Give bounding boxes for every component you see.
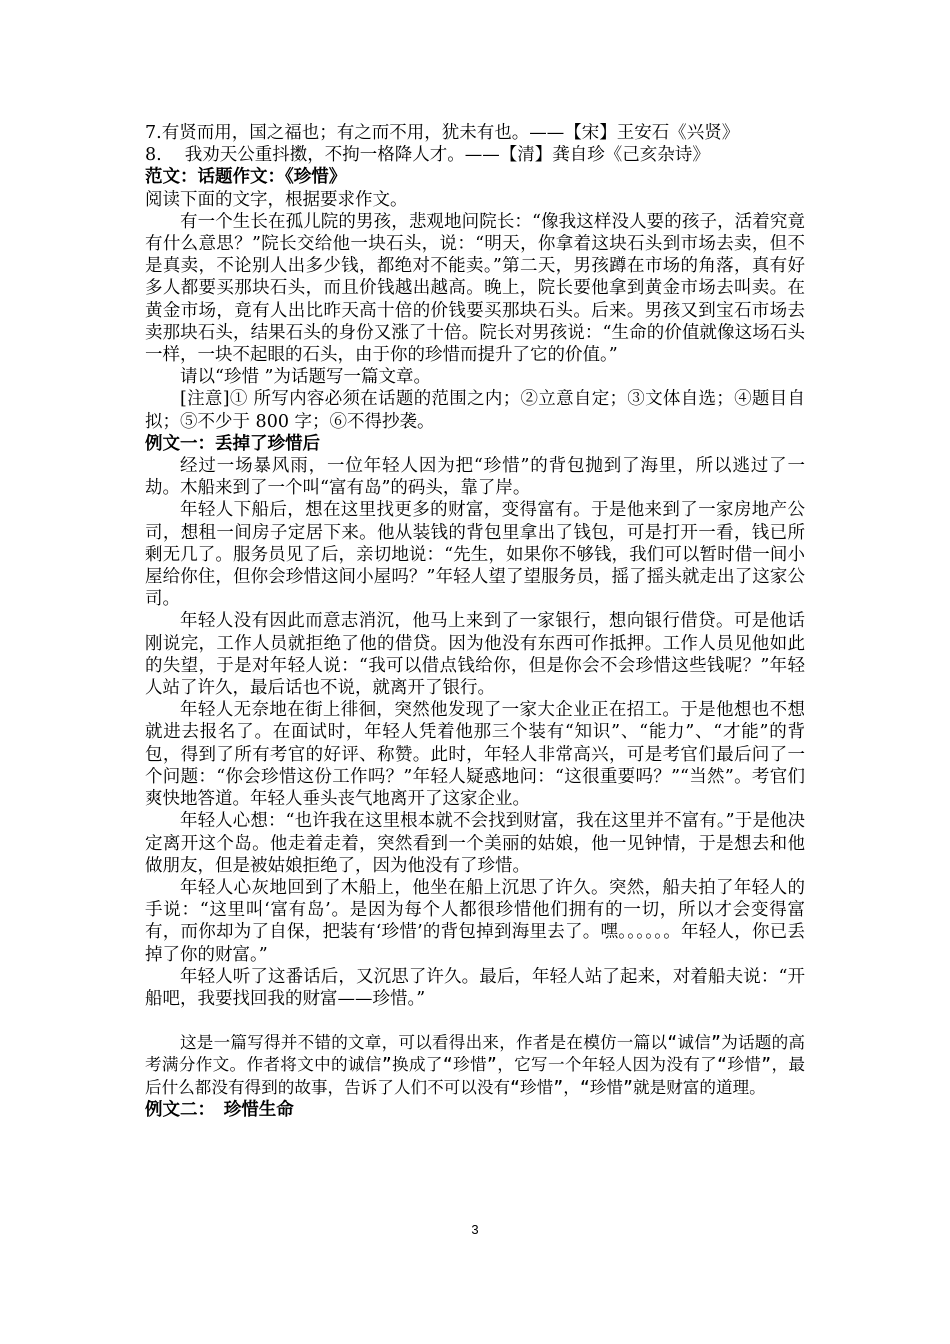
quote-7: 7.有贤而用，国之福也；有之而不用，犹未有也。——【宋】王安石《兴贤》 xyxy=(145,123,740,143)
essay1-paragraph: 年轻人心想：“也许我在这里根本就不会找到财富，我在这里并不富有。”于是他决定离开这个岛。他走着走着，突然看到一个美丽的姑娘，他一见钟情，于是想去和他做朋友，但是被姑娘拒绝了，因为他没有了珍惜。 xyxy=(145,811,805,876)
topic-story: 有一个生长在孤儿院的男孩，悲观地问院长：“像我这样没人要的孩子，活着究竟有什么意思？”院长交给他一块石头，说：“明天，你拿着这块石头到市场去卖，但不是真卖，不论别人出多少钱，都绝对不能卖。”第二天，男孩蹲在市场的角落，真有好多人都要买那块石头，而且价钱越出越高。晚上，院长要他拿到黄金市场去叫卖。在黄金市场，竟有人出比昨天高十倍的价钱要买那块石头。后来。男孩又到宝石市场去卖那块石头，结果石头的身份又涨了十倍。院长对男孩说：“生命的价值就像这场石头一样，一块不起眼的石头，由于你的珍惜而提升了它的价值。” xyxy=(145,211,805,366)
topic-prompt: 请以“珍惜 ”为话题写一篇文章。 xyxy=(180,367,431,388)
page-content xyxy=(145,122,805,1121)
topic-notes: [注意]① 所写内容必须在话题的范围之内；②立意自定；③文体自选；④题目自拟；⑤不少于 800 字；⑥不得抄袭。 xyxy=(145,389,805,432)
essay1-paragraph: 年轻人没有因此而意志消沉，他马上来到了一家银行，想向银行借贷。可是他话刚说完，工作人员就拒绝了他的借贷。因为他没有东西可作抵押。工作人员见他如此的失望，于是对年轻人说：“我可以借点钱给你，但是你会不会珍惜这些钱呢？”年轻人站了许久，最后话也不说，就离开了银行。 xyxy=(145,611,805,699)
essay1-comment: 这是一篇写得并不错的文章，可以看得出来，作者是在模仿一篇以“诚信”为话题的高考满分作文。作者将文中的诚信”换成了“珍惜”，它写一个年轻人因为没有了“珍惜”，最后什么都没有得到的故事，告诉了人们不可以没有“珍惜”，“珍惜”就是财富的道理。 xyxy=(145,1033,805,1097)
quote-8: 8. 我劝天公重抖擞，不拘一格降人才。——【清】龚自珍《己亥杂诗》 xyxy=(145,145,710,166)
spacer xyxy=(145,1010,805,1032)
essay1-paragraph: 年轻人听了这番话后，又沉思了许久。最后，年轻人站了起来，对着船夫说：“开船吧，我要找回我的财富——珍惜。” xyxy=(145,966,805,1009)
essay1-paragraph: 经过一场暴风雨，一位年轻人因为把“珍惜”的背包抛到了海里，所以逃过了一劫。木船来到了一个叫“富有岛”的码头，靠了岸。 xyxy=(145,456,805,499)
essay1-paragraph: 年轻人无奈地在街上徘徊，突然他发现了一家大企业正在招工。于是他想也不想就进去报名了。在面试时，年轻人凭着他那三个装有“知识”、“能力”、“才能”的背包，得到了所有考官的好评、称赞。此时，年轻人非常高兴，可是考官们最后问了一个问题：“你会珍惜这份工作吗？”年轻人疑惑地问：“这很重要吗？”“当然”。考官们爽快地答道。年轻人垂头丧气地离开了这家企业。 xyxy=(145,700,805,810)
essay2-heading: 例文二： 珍惜生命 xyxy=(145,1099,294,1120)
essay1-paragraph: 年轻人心灰地回到了木船上，他坐在船上沉思了许久。突然，船夫拍了年轻人的手说：“这里叫‘富有岛’。是因为每个人都很珍惜他们拥有的一切，所以才会变得富有，而你却为了自保，把装有‘珍惜’的背包掉到海里去了。嘿。。。。。。年轻人，你已丢掉了你的财富。” xyxy=(145,877,805,965)
page-number: 3 xyxy=(471,1222,479,1237)
topic-heading: 范文：话题作文：《珍惜》 xyxy=(145,167,347,188)
essay1-heading: 例文一：丢掉了珍惜后 xyxy=(145,433,320,454)
essay1-paragraph: 年轻人下船后，想在这里找更多的财富，变得富有。于是他来到了一家房地产公司，想租一间房子定居下来。他从装钱的背包里拿出了钱包，可是打开一看，钱已所剩无几了。服务员见了后，亲切地说：“先生，如果你不够钱，我们可以暂时借一间小屋给你住，但你会珍惜这间小屋吗？”年轻人望了望服务员，摇了摇头就走出了这家公司。 xyxy=(145,500,805,610)
topic-instruction: 阅读下面的文字，根据要求作文。 xyxy=(145,189,408,210)
